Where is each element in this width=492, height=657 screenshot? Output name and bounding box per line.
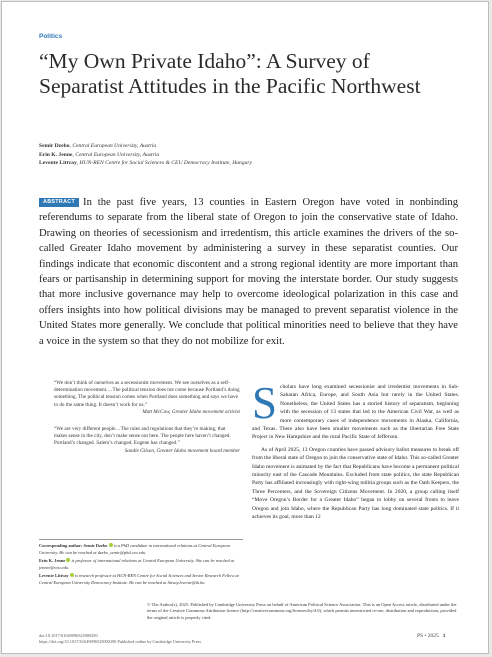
footer-doi <box>39 633 201 644</box>
license-notice: © The Author(s), 2025. Published by Cambridge University Press on behalf of American Political Science Association. This is an Open Access article, distributed under the terms of the Creative Commons Attribution licence (http://creativecommons.org/licenses/by/4.0), which permits unrestricted re-use, distribution and reproduction, provided the original article is properly cited. <box>147 602 457 620</box>
doi-text[interactable]: doi:10.1017/S1049096525000290 <box>39 633 98 638</box>
footer-journal <box>417 633 446 639</box>
author-note <box>39 543 243 556</box>
article-page <box>1 1 489 654</box>
author-note <box>39 573 243 586</box>
author-notes <box>39 539 243 588</box>
author-affiliation: , Central European University, Austria <box>72 151 160 158</box>
author-line <box>39 159 252 168</box>
epigraph-quote <box>54 380 240 416</box>
author-line <box>39 142 252 151</box>
article-title: “My Own Private Idaho”: A Survey of Separatist Attitudes in the Pacific Northwest <box>39 49 421 98</box>
author-note-text: is a PhD candidate in international relations at Central European University. He can be reached at dzebo_semir@phd.ceu.edu. <box>39 543 230 555</box>
journal-name: PS • 2025 <box>417 633 439 639</box>
author-note-text: is research professor at HUN-REN Centre for Social Sciences and Senior Research Fellow at Central European University Democracy Institute. He can be reached at littvay.levente@tk.hu. <box>39 573 239 585</box>
quote-text: “We are very different people…The rules and regulations that they’re making, that makes sense in the city, don’t make sense out here. The people here haven’t changed. Portland’s changed. Salem’s changed. Eugene has changed.” <box>54 426 231 447</box>
page-number: 1 <box>442 633 446 639</box>
abstract <box>39 195 458 349</box>
author-note-name: Levente Littvay <box>39 573 69 578</box>
author-note-text: is professor of international relations at Central European University. She can be reached at jennee@ceu.edu. <box>39 558 235 570</box>
abstract-badge: ABSTRACT <box>39 198 79 207</box>
published-online-text[interactable]: https://doi.org/10.1017/S1049096525000290 Published online by Cambridge University Press <box>39 638 202 644</box>
section-label[interactable]: Politics <box>39 33 63 40</box>
author-note <box>39 558 243 571</box>
quote-source: Matt McCaw, Greater Idaho movement activist <box>142 408 240 415</box>
body-paragraph <box>252 378 459 442</box>
author-name[interactable]: Levente Littvay <box>39 160 77 167</box>
drop-cap: S <box>252 378 278 428</box>
quote-text: “We don’t think of ourselves as a secessionist movement. We see ourselves as a self-determination movement.…The political tension does not come because Portland’s doing something. The political tension comes when Portland does something and says we have to do the same thing. It doesn’t work for us.” <box>54 380 240 408</box>
author-name[interactable]: Semir Dzebo <box>39 143 70 149</box>
epigraph-quotes <box>54 380 240 465</box>
author-note-name: Erin K. Jenne <box>39 558 66 563</box>
author-note-name: Corresponding author: Semir Dzebo <box>39 543 108 548</box>
quote-source: Sandie Gilson, Greater Idaho movement board member <box>124 447 240 454</box>
paragraph-text: cholars have long examined secessionist and irredentist movements in Sub-Saharan Africa, Europe, and South Asia but rarely in the United States. Nonetheless, the United States has a storied history of separatism, beginning with the secession of 13 states that led to the American Civil War, as well as more contemporary cases of independence movements in Alaska, California, and Texas. There also have been smaller movements such as the libertarian Free State Project in New Hampshire and the rural Pacific State of Jefferson. <box>252 384 459 441</box>
author-name[interactable]: Erin K. Jenne <box>39 151 73 158</box>
author-list <box>39 142 252 168</box>
body-paragraph: As of April 2025, 13 Oregon counties have passed advisory ballot measures to break off from the liberal state of Oregon to join the conservative state of Idaho. This so-called Greater Idaho movement is animated by the fact that Republicans have become a permanent political minority east of the Cascade Mountains. Excluded from state politics, the state Republican Party has affiliated increasingly with right-wing militia groups such as the Oath Keepers, the Three Percenters, and the Sovereign Citizens Movement. In 2020, a group calling itself “Move Oregon’s Border for a Greater Idaho” began to lobby on several fronts to leave Oregon and join Idaho, where the Republican Party has long dominated state politics. If it achieves its goal, more than 12 <box>252 446 459 521</box>
author-line <box>39 151 252 160</box>
abstract-text: In the past five years, 13 counties in Eastern Oregon have voted in nonbinding referendums to separate from the liberal state of Oregon to join the conservative state of Idaho. Drawing on theories of secessionism and irredentism, this article examines the drivers of the so-called Greater Idaho movement by administering a survey in these separatist counties. Our findings indicate that economic discontent and a strong regional identity are more important than fears or partisanship in determining support for moving the interstate border. Our study suggests that more inclusive governance may help to overcome ideological polarization in this case and offers insights into how political divisions may be managed to prevent separatist violence in the United States more generally. We conclude that political minorities need to believe that they have a voice in the system so that they do not mobilize for exit. <box>39 197 458 347</box>
epigraph-quote <box>54 426 240 455</box>
author-affiliation: , Central European University, Austria <box>69 143 157 149</box>
author-affiliation: , HUN-REN Centre for Social Sciences & CEU Democracy Institute, Hungary <box>76 160 253 167</box>
body-text <box>252 378 459 526</box>
